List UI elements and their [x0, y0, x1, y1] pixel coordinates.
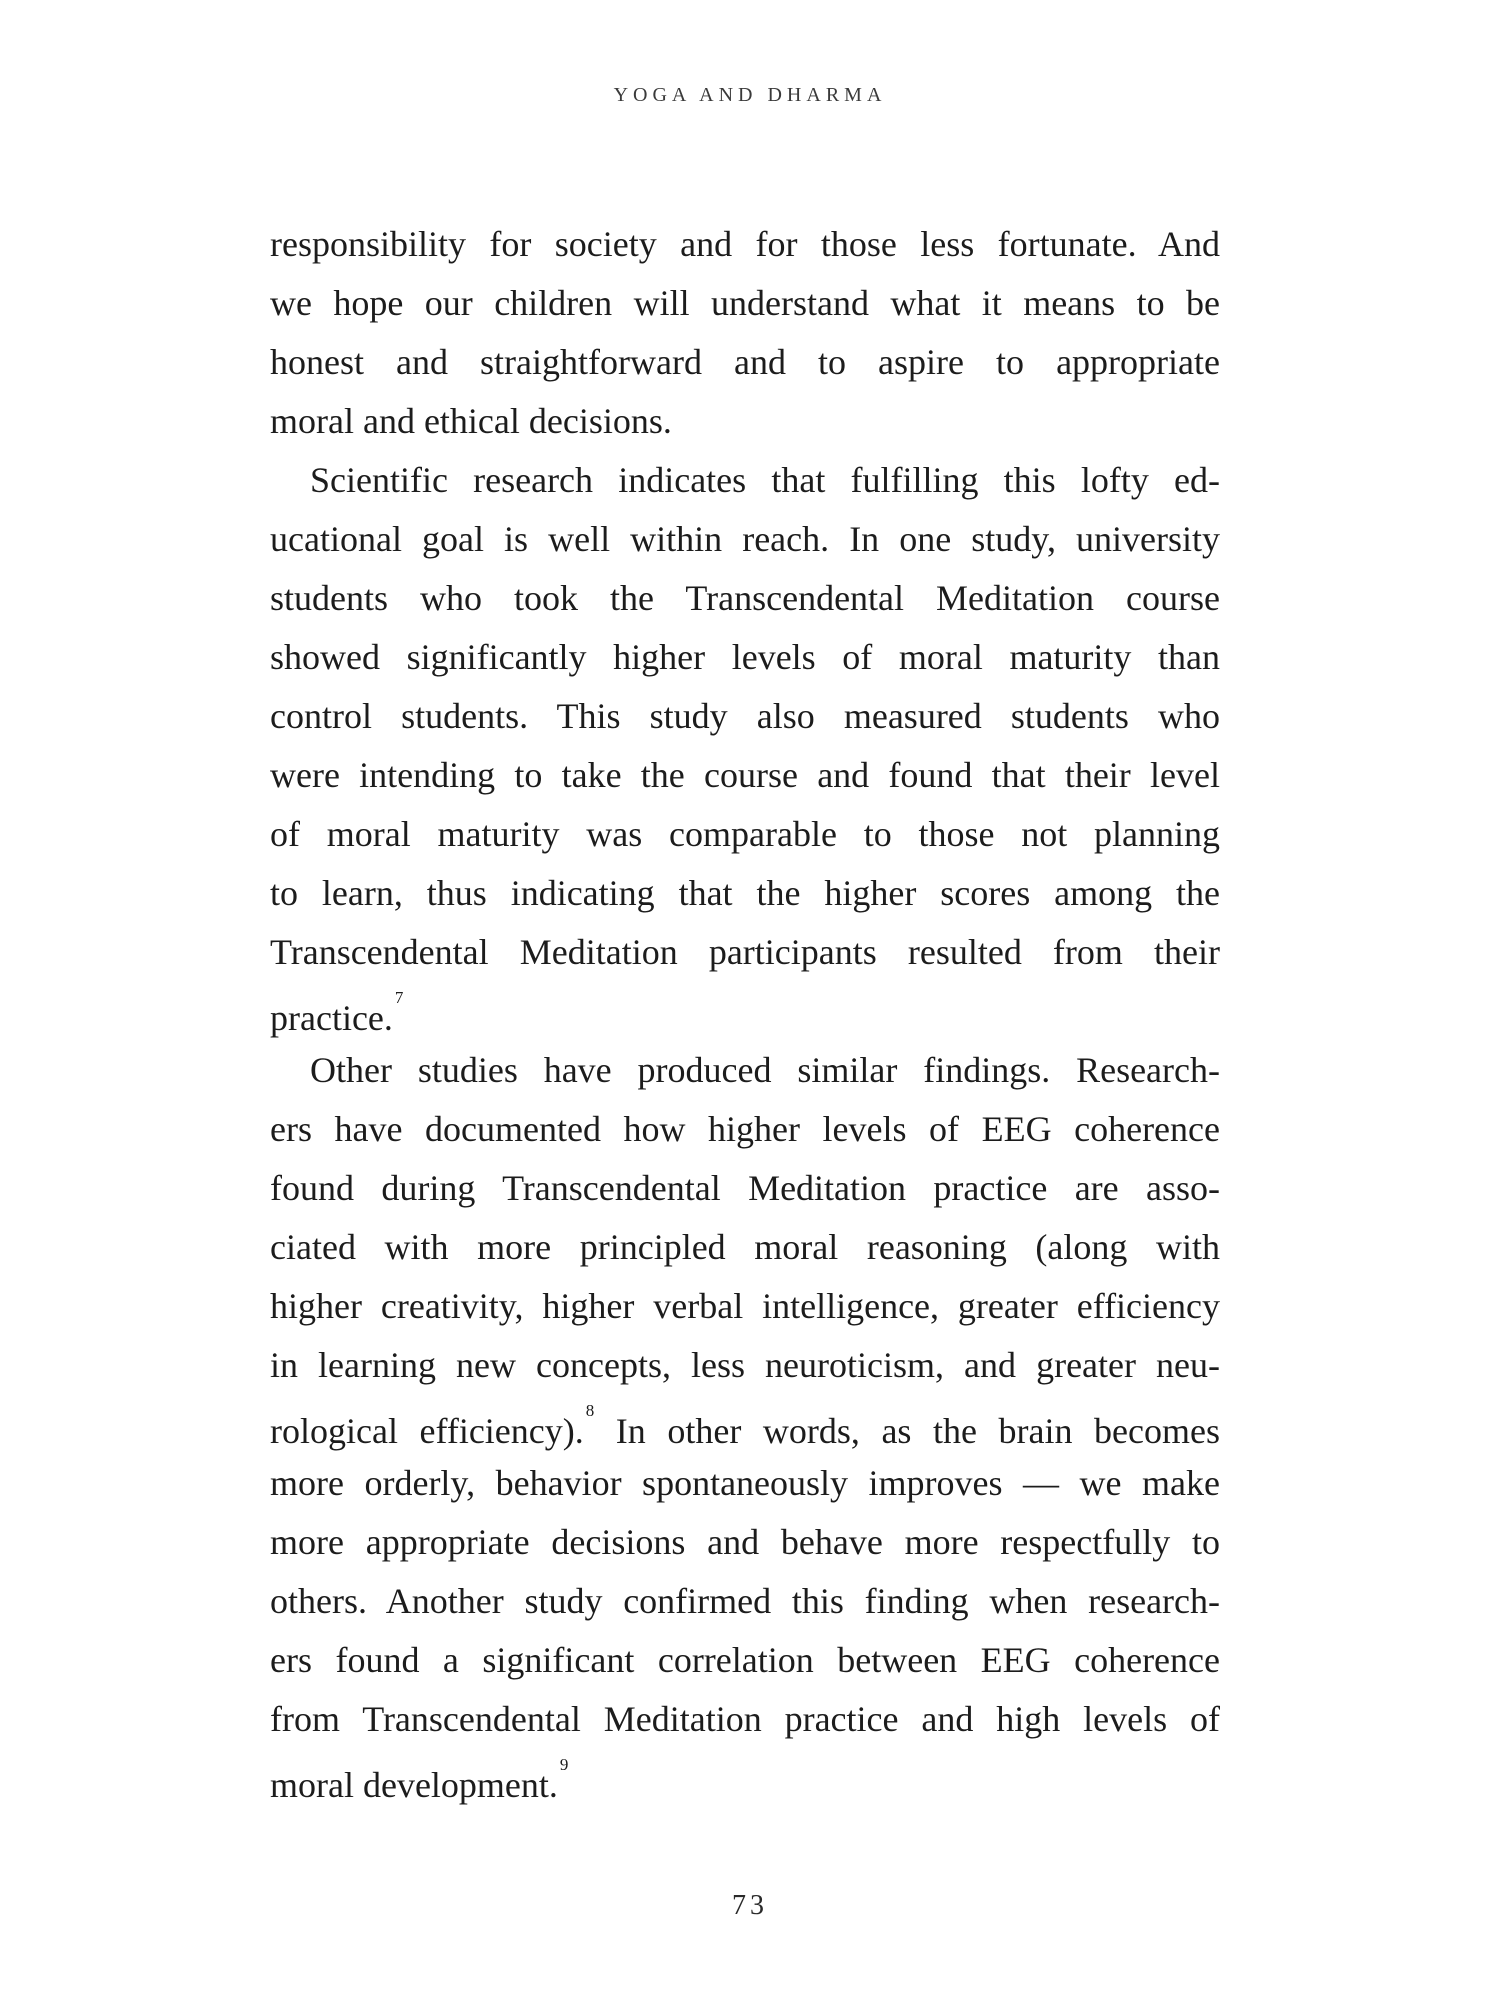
text-line: of moral maturity was comparable to those not planning	[270, 814, 1220, 854]
line-text: rological efficiency).	[270, 1411, 584, 1451]
footnote-ref[interactable]: 9	[559, 1755, 569, 1774]
text-line: moral and ethical decisions.	[270, 401, 672, 441]
text-line: Other studies have produced similar findings. Research-	[310, 1050, 1220, 1090]
text-line: Transcendental Meditation participants resulted from their	[270, 932, 1220, 972]
footnote-ref[interactable]: 7	[394, 988, 404, 1007]
text-line: students who took the Transcendental Meditation course	[270, 578, 1220, 618]
text-line: ciated with more principled moral reasoning (along with	[270, 1227, 1220, 1267]
text-line: we hope our children will understand what it means to be	[270, 283, 1220, 323]
text-line: control students. This study also measured students who	[270, 696, 1220, 736]
line-text: practice.	[270, 998, 393, 1038]
text-line: found during Transcendental Meditation practice are asso-	[270, 1168, 1220, 1208]
text-line: more appropriate decisions and behave more respectfully to	[270, 1522, 1220, 1562]
line-text: moral development.	[270, 1765, 558, 1805]
text-line: responsibility for society and for those less fortunate. And	[270, 224, 1220, 264]
text-line: ucational goal is well within reach. In one study, university	[270, 519, 1220, 559]
text-line-with-footnote	[270, 1749, 1220, 1808]
text-line-with-footnote	[270, 982, 1220, 1041]
text-line: ers have documented how higher levels of EEG coherence	[270, 1109, 1220, 1149]
text-line: from Transcendental Meditation practice and high levels of	[270, 1699, 1220, 1739]
text-line: to learn, thus indicating that the higher scores among the	[270, 873, 1220, 913]
line-text-continuation: In other words, as the brain becomes	[594, 1411, 1220, 1451]
text-line: honest and straightforward and to aspire to appropriate	[270, 342, 1220, 382]
body-text	[270, 215, 1220, 1808]
footnote-ref[interactable]: 8	[585, 1401, 595, 1420]
text-line: were intending to take the course and found that their level	[270, 755, 1220, 795]
text-line: showed significantly higher levels of moral maturity than	[270, 637, 1220, 677]
page-number: 73	[732, 1890, 768, 1921]
text-line: others. Another study confirmed this finding when research-	[270, 1581, 1220, 1621]
text-line: higher creativity, higher verbal intelligence, greater efficiency	[270, 1286, 1220, 1326]
text-line: in learning new concepts, less neuroticism, and greater neu-	[270, 1345, 1220, 1385]
text-line: Scientific research indicates that fulfilling this lofty ed-	[310, 460, 1220, 500]
text-line: ers found a significant correlation between EEG coherence	[270, 1640, 1220, 1680]
text-line: more orderly, behavior spontaneously improves — we make	[270, 1463, 1220, 1503]
text-line-with-footnote	[270, 1395, 1220, 1454]
running-head: YOGA AND DHARMA	[613, 84, 887, 106]
